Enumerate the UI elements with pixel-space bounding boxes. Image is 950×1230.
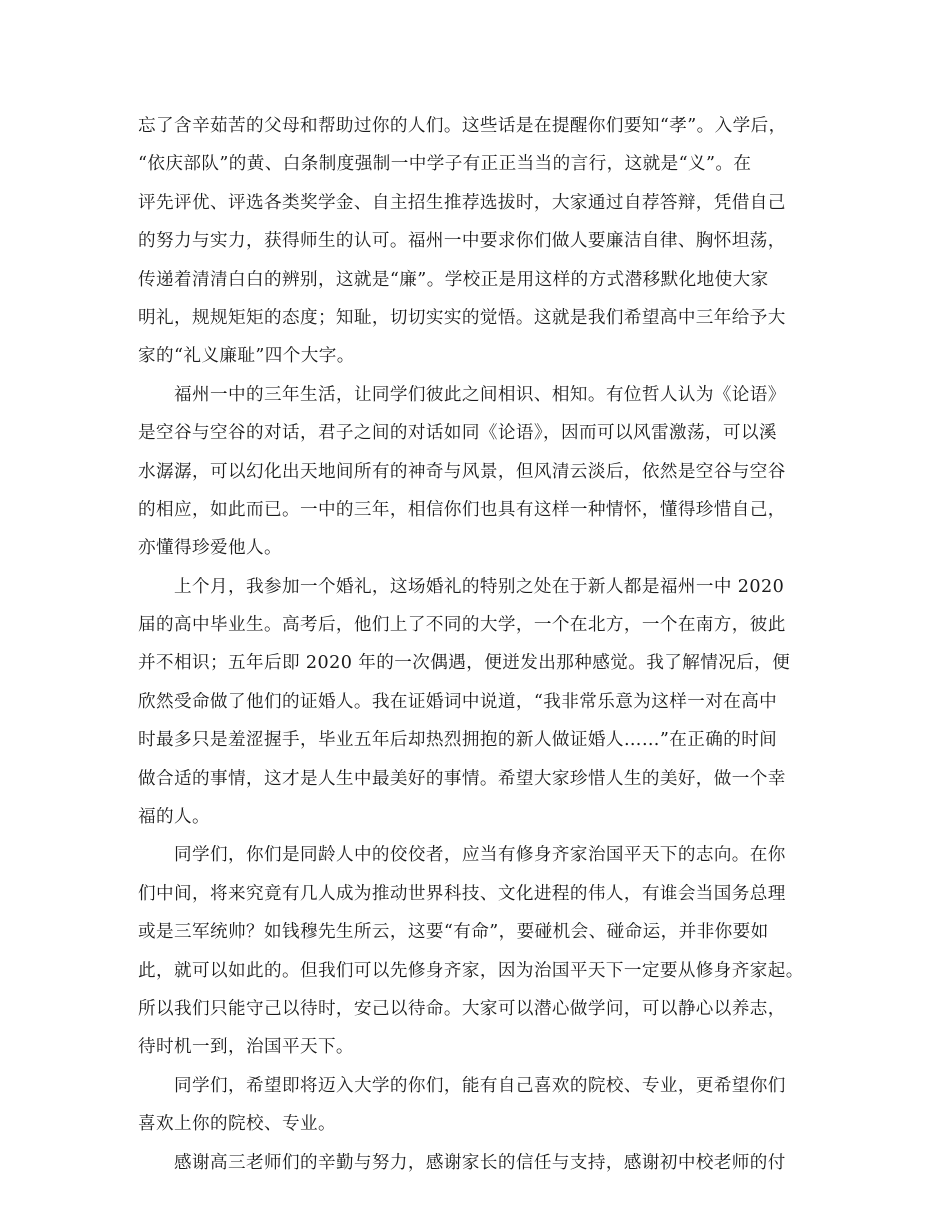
text-line: 亦懂得珍爱他人。 (138, 538, 282, 559)
text-line: 传递着清清白白的辨别，这就是“廉”。学校正是用这样的方式潜移默化地使大家 (138, 269, 769, 290)
text-line: 忘了含辛茹苦的父母和帮助过你的人们。这些话是在提醒你们要知“孝”。入学后， (138, 116, 787, 136)
text-line: 感谢高三老师们的辛勤与努力，感谢家长的信任与支持，感谢初中校老师的付 (174, 1152, 786, 1173)
paragraph (138, 1067, 828, 1144)
text-line: 上个月，我参加一个婚礼，这场婚礼的特别之处在于新人都是福州一中 2020 (174, 576, 785, 597)
text-line: 们中间，将来究竟有几人成为推动世界科技、文化进程的伟人，有谁会当国务总理 (138, 883, 786, 904)
paragraph (138, 568, 828, 837)
paragraph (138, 836, 828, 1066)
text-line: 或是三军统帅？如钱穆先生所云，这要“有命”，要碰机会、碰命运，并非你要如 (138, 922, 769, 943)
text-line: 做合适的事情，这才是人生中最美好的事情。希望大家珍惜人生的美好，做一个幸 (138, 768, 786, 789)
text-line: 此，就可以如此的。但我们可以先修身齐家，因为治国平天下一定要从修身齐家起。 (138, 960, 804, 981)
text-line: 待时机一到，治国平天下。 (138, 1037, 354, 1058)
text-line: 时最多只是羞涩握手，毕业五年后却热烈拥抱的新人做证婚人……”在正确的时间 (138, 730, 778, 751)
text-line: 是空谷与空谷的对话，君子之间的对话如同《论语》，因而可以风雷激荡，可以溪 (138, 423, 777, 444)
text-line: 家的“礼义廉耻”四个大字。 (138, 346, 355, 367)
text-line: 评先评优、评选各类奖学金、自主招生推荐选拔时，大家通过自荐答辩，凭借自己 (138, 192, 786, 213)
paragraph (138, 376, 828, 568)
text-line: “依庆部队”的黄、白条制度强制一中学子有正正当当的言行，这就是“义”。在 (138, 154, 752, 175)
paragraph (138, 1144, 828, 1182)
text-line: 并不相识；五年后即 2020 年的一次偶遇，便迸发出那种感觉。我了解情况后，便 (138, 653, 791, 674)
text-line: 水潺潺，可以幻化出天地间所有的神奇与风景，但风清云淡后，依然是空谷与空谷 (138, 461, 786, 482)
text-line: 的相应，如此而已。一中的三年，相信你们也具有这样一种情怀，懂得珍惜自己， (138, 499, 786, 520)
text-line: 福的人。 (138, 807, 210, 828)
text-line: 喜欢上你的院校、专业。 (138, 1114, 336, 1135)
text-line: 同学们，希望即将迈入大学的你们，能有自己喜欢的院校、专业，更希望你们 (174, 1075, 786, 1096)
text-line: 届的高中毕业生。高考后，他们上了不同的大学，一个在北方，一个在南方，彼此 (138, 615, 786, 636)
text-line: 同学们，你们是同龄人中的佼佼者，应当有修身齐家治国平天下的志向。在你 (174, 845, 786, 866)
text-line: 明礼，规规矩矩的态度；知耻，切切实实的觉悟。这就是我们希望高中三年给予大 (138, 307, 786, 328)
paragraph (138, 107, 828, 376)
text-line: 的努力与实力，获得师生的认可。福州一中要求你们做人要廉洁自律、胸怀坦荡， (138, 231, 786, 252)
text-line: 欣然受命做了他们的证婚人。我在证婚词中说道，“我非常乐意为这样一对在高中 (138, 691, 778, 712)
text-line: 所以我们只能守己以待时，安己以待命。大家可以潜心做学问，可以静心以养志， (138, 998, 786, 1019)
text-line: 福州一中的三年生活，让同学们彼此之间相识、相知。有位哲人认为《论语》 (174, 384, 786, 405)
document-body (138, 107, 828, 1182)
